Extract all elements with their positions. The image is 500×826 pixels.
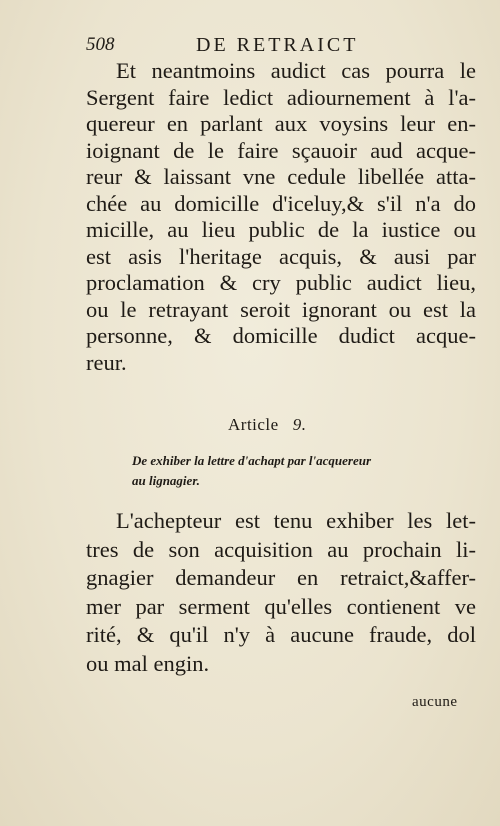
text-line: est asis l'heritage acquis, & ausi par — [86, 243, 476, 269]
text-line: gnagier demandeur en retraict,&affer- — [86, 565, 476, 590]
text-line: quereur en parlant aux voysins leur en- — [86, 111, 476, 136]
article-heading — [228, 415, 306, 435]
text-line: micille, au lieu public de la iustice ou — [86, 217, 476, 242]
text-line: personne, & domicille dudict acque- — [86, 323, 476, 348]
text-line: ioignant de le faire sçauoir aud acque- — [86, 137, 476, 163]
text-line: ou mal engin. — [86, 650, 210, 676]
text-line: reur. — [86, 349, 127, 375]
text-line: Et neantmoins audict cas pourra le — [116, 58, 476, 83]
page-header — [86, 34, 476, 60]
text-line: L'achepteur est tenu exhiber les let- — [116, 508, 476, 533]
article-number: 9. — [292, 415, 307, 434]
article-label: Article — [228, 415, 279, 434]
text-line: chée au domicille d'iceluy,& s'il n'a do — [86, 190, 476, 216]
text-line: tres de son acquisition au prochain li- — [86, 536, 476, 562]
text-line: mer par serment qu'elles contienent ve — [86, 593, 476, 619]
subtitle-line: De exhiber la lettre d'achapt par l'acquereur — [132, 453, 372, 468]
subtitle-line: au lignagier. — [132, 473, 200, 488]
running-title: DE RETRAICT — [196, 34, 359, 56]
text-line: proclamation & cry public audict lieu, — [86, 270, 476, 295]
paragraph-1 — [86, 58, 476, 376]
text-line: ou le retrayant seroit ignorant ou est la — [86, 296, 476, 322]
article-subtitle — [132, 451, 432, 491]
paragraph-2 — [86, 507, 476, 678]
page-number: 508 — [86, 34, 115, 55]
text-line: reur & laissant vne cedule libellée atta- — [86, 164, 476, 189]
catchword: aucune — [412, 694, 458, 710]
text-line: Sergent faire ledict adiournement à l'a- — [86, 84, 476, 110]
text-line: rité, & qu'il n'y à aucune fraude, dol — [86, 622, 476, 647]
